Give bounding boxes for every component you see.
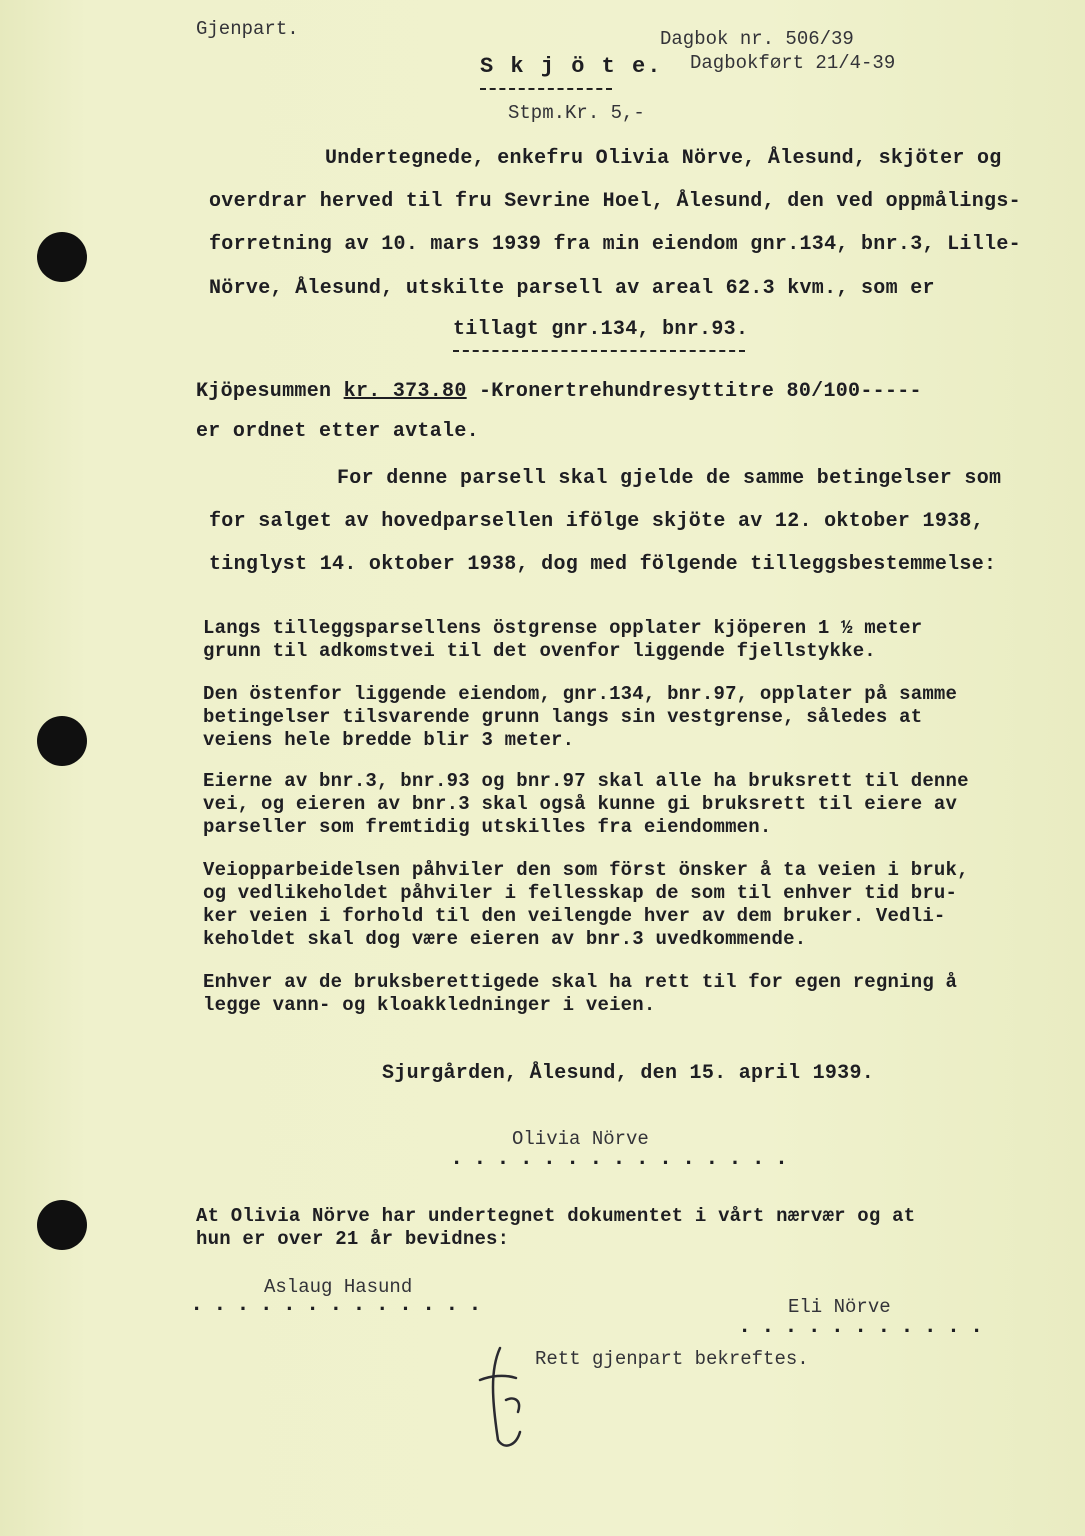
intro-line: Undertegnede, enkefru Olivia Nörve, Ålesund, skjöter og <box>325 147 1002 170</box>
punch-hole <box>37 716 87 766</box>
intro-line: Nörve, Ålesund, utskilte parsell av areal 62.3 kvm., som er <box>209 277 935 300</box>
stamp-duty: Stpm.Kr. 5,- <box>508 102 645 124</box>
intro-line: tillagt gnr.134, bnr.93. <box>453 318 749 341</box>
punch-hole <box>37 232 87 282</box>
price-prefix: Kjöpesummen <box>196 380 332 403</box>
price-line-2: er ordnet etter avtale. <box>196 420 479 443</box>
intro-line: overdrar herved til fru Sevrine Hoel, Ålesund, den ved oppmålings- <box>209 190 1021 213</box>
neighbor-line: Den östenfor liggende eiendom, gnr.134, bnr.97, opplater på samme <box>203 683 958 705</box>
price-amount: kr. 373.80 <box>343 380 467 403</box>
document-title: S k j ö t e. <box>480 54 663 79</box>
maintenance-line: og vedlikeholdet påhviler i fellesskap de som til enhver tid bru- <box>203 882 958 904</box>
witness-name: Eli Nörve <box>788 1296 891 1318</box>
maintenance-line: keholdet skal dog være eieren av bnr.3 uvedkommende. <box>203 928 807 950</box>
price-line <box>196 380 922 403</box>
diary-date: Dagbokført 21/4-39 <box>690 52 896 74</box>
road-line: grunn til adkomstvei til det ovenfor liggende fjellstykke. <box>203 640 876 662</box>
separator-line <box>453 350 745 352</box>
conditions-line: For denne parsell skal gjelde de samme betingelser som <box>337 467 1002 490</box>
witness-dots: ........... <box>738 1314 994 1339</box>
rights-line: parseller som fremtidig utskilles fra eiendommen. <box>203 816 772 838</box>
rights-line: vei, og eieren av bnr.3 skal også kunne gi bruksrett til eiere av <box>203 793 958 815</box>
rights-line: Eierne av bnr.3, bnr.93 og bnr.97 skal alle ha bruksrett til denne <box>203 770 969 792</box>
punch-hole <box>37 1200 87 1250</box>
neighbor-line: veiens hele bredde blir 3 meter. <box>203 729 575 751</box>
signature-dots: ............... <box>450 1146 799 1171</box>
conditions-line: for salget av hovedparsellen ifölge skjöte av 12. oktober 1938, <box>209 510 985 533</box>
intro-line: forretning av 10. mars 1939 fra min eiendom gnr.134, bnr.3, Lille- <box>209 233 1021 256</box>
witness-line: At Olivia Nörve har undertegnet dokumentet i vårt nærvær og at <box>196 1205 916 1227</box>
witness-line: hun er over 21 år bevidnes: <box>196 1228 510 1250</box>
conditions-line: tinglyst 14. oktober 1938, dog med fölgende tilleggsbestemmelse: <box>209 553 997 576</box>
pipes-line: Enhver av de bruksberettigede skal ha rett til for egen regning å <box>203 971 958 993</box>
maintenance-line: Veiopparbeidelsen påhviler den som först önsker å ta veien i bruk, <box>203 859 969 881</box>
handwritten-initials <box>470 1340 540 1460</box>
diary-number: Dagbok nr. 506/39 <box>660 28 854 50</box>
title-underline <box>480 88 612 90</box>
neighbor-line: betingelser tilsvarende grunn langs sin vestgrense, således at <box>203 706 923 728</box>
road-line: Langs tilleggsparsellens östgrense opplater kjöperen 1 ½ meter <box>203 617 923 639</box>
maintenance-line: ker veien i forhold til den veilengde hver av dem bruker. Vedli- <box>203 905 946 927</box>
signer-name: Olivia Nörve <box>512 1128 649 1150</box>
pipes-line: legge vann- og kloakkledninger i veien. <box>203 994 656 1016</box>
copy-label: Gjenpart. <box>196 18 299 40</box>
witness-name: Aslaug Hasund <box>264 1276 413 1298</box>
certification-text: Rett gjenpart bekreftes. <box>535 1348 809 1370</box>
place-date: Sjurgården, Ålesund, den 15. april 1939. <box>382 1062 875 1085</box>
price-words: -Kronertrehundresyttitre 80/100----- <box>478 380 922 403</box>
witness-dots: ............. <box>190 1292 492 1317</box>
